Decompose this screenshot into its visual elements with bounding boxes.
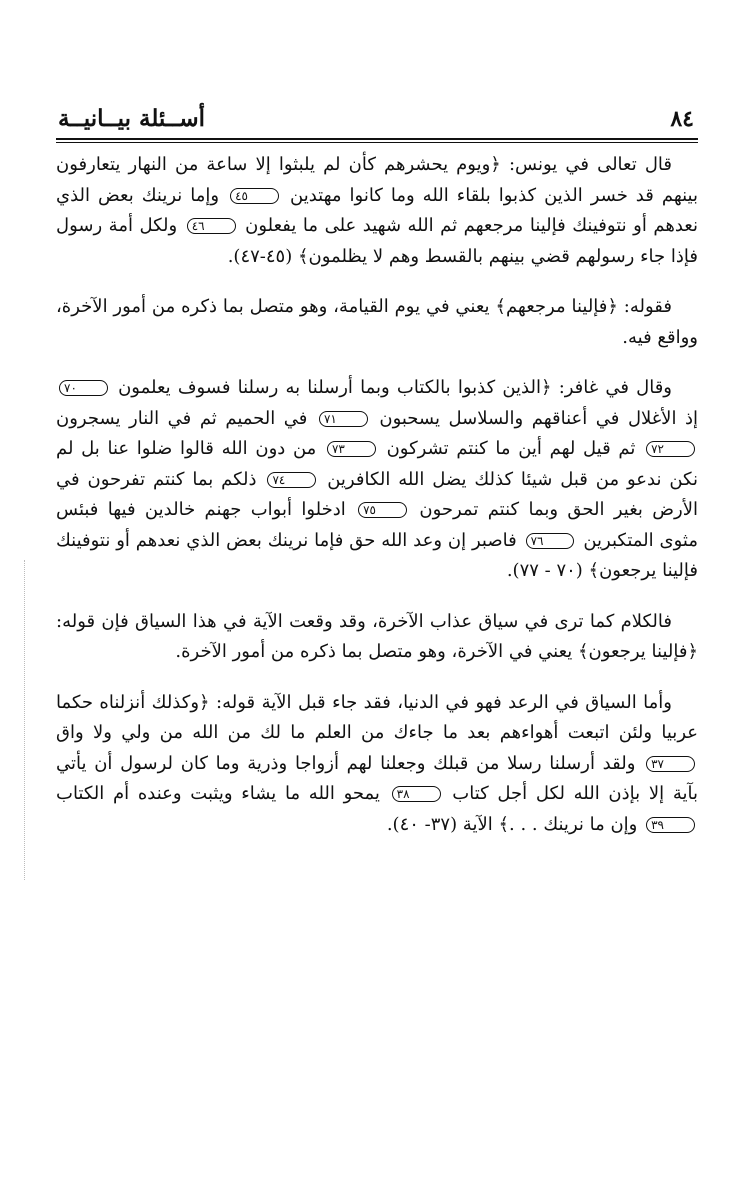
running-title: أســئلة بيــانيــة <box>58 105 206 132</box>
verse-number: ٣٩ <box>646 817 695 833</box>
verse-number: ٣٧ <box>646 756 695 772</box>
text-run: ولكل أمة رسول فإذا جاء رسولهم قضي بينهم بالقسط وهم لا يظلمون﴾ (٤٥-٤٧). <box>56 215 698 267</box>
scan-edge-mark <box>24 560 25 880</box>
verse-number: ٧٦ <box>526 533 575 549</box>
text-run: وإما نرينك بعض الذي نعدهم أو نتوفينك فإلينا مرجعهم ثم الله شهيد على ما يفعلون <box>56 184 698 236</box>
text-run: ثم قيل لهم أين ما كنتم تشركون <box>386 438 636 459</box>
verse-number: ٧١ <box>319 411 368 427</box>
verse-number: ٤٦ <box>187 218 236 234</box>
verse-number: ٧٣ <box>327 441 376 457</box>
verse-number: ٧٢ <box>646 441 695 457</box>
body-text <box>56 150 698 860</box>
paragraph <box>56 688 698 841</box>
paragraph <box>56 607 698 668</box>
text-run: وأما السياق في الرعد فهو في الدنيا، فقد جاء قبل الآية قوله: ﴿وكذلك أنزلناه حكما عربيا ولئن اتبعت أهواءهم بعد ما جاءك من العلم ما لك من الله من ولي ولا واق <box>56 691 698 743</box>
text-run: وإن ما نرينك . . .﴾ الآية (٣٧- ٤٠). <box>386 813 638 835</box>
header-rule <box>56 138 698 140</box>
verse-number: ٤٥ <box>230 188 279 204</box>
text-run: فقوله: ﴿فإلينا مرجعهم﴾ يعني في يوم القيامة، وهو متصل بما ذكره من أمور الآخرة، وواقع فيه. <box>56 296 698 348</box>
text-run: من دون الله قالوا ضلوا عنا بل لم نكن ندعو من قبل شيئا كذلك يضل الله الكافرين <box>56 438 698 490</box>
text-run: ادخلوا أبواب جهنم خالدين فيها فبئس مثوى المتكبرين <box>56 499 698 551</box>
paragraph <box>56 292 698 353</box>
page-header <box>58 104 698 138</box>
text-run: إذ الأغلال في أعناقهم والسلاسل يسحبون <box>379 407 698 429</box>
paragraph <box>56 373 698 587</box>
paragraph <box>56 150 698 272</box>
text-run: ولقد أرسلنا رسلا من قبلك وجعلنا لهم أزواجا وذرية وما كان لرسول أن يأتي بآية إلا بإذن الله لكل أجل كتاب <box>56 752 698 804</box>
text-run: قال تعالى في يونس: ﴿ويوم يحشرهم كأن لم يلبثوا إلا ساعة من النهار يتعارفون بينهم قد خسر الذين كذبوا بلقاء الله وما كانوا مهتدين <box>56 154 698 206</box>
text-run: ذلكم بما كنتم تفرحون في الأرض بغير الحق وبما كنتم تمرحون <box>56 468 699 520</box>
header-rule-thin <box>56 142 698 143</box>
text-run: وقال في غافر: ﴿الذين كذبوا بالكتاب وبما أرسلنا به رسلنا فسوف يعلمون <box>118 377 673 398</box>
verse-number: ٧٤ <box>267 472 316 488</box>
page-number: ٨٤ <box>670 106 694 132</box>
text-run: فاصبر إن وعد الله حق فإما نرينك بعض الذي نعدهم أو نتوفينك فإلينا يرجعون﴾ (٧٠ - ٧٧). <box>56 529 698 581</box>
verse-number: ٧٠ <box>59 380 108 396</box>
verse-number: ٧٥ <box>358 502 407 518</box>
text-run: في الحميم ثم في النار يسجرون <box>56 407 308 429</box>
verse-number: ٣٨ <box>392 786 441 802</box>
text-run: فالكلام كما ترى في سياق عذاب الآخرة، وقد وقعت الآية في هذا السياق فإن قوله: ﴿فإلينا يرجعون﴾ يعني في الآخرة، وهو متصل بما ذكره من أمور الآخرة. <box>56 610 698 662</box>
text-run: يمحو الله ما يشاء ويثبت وعنده أم الكتاب <box>56 783 380 804</box>
